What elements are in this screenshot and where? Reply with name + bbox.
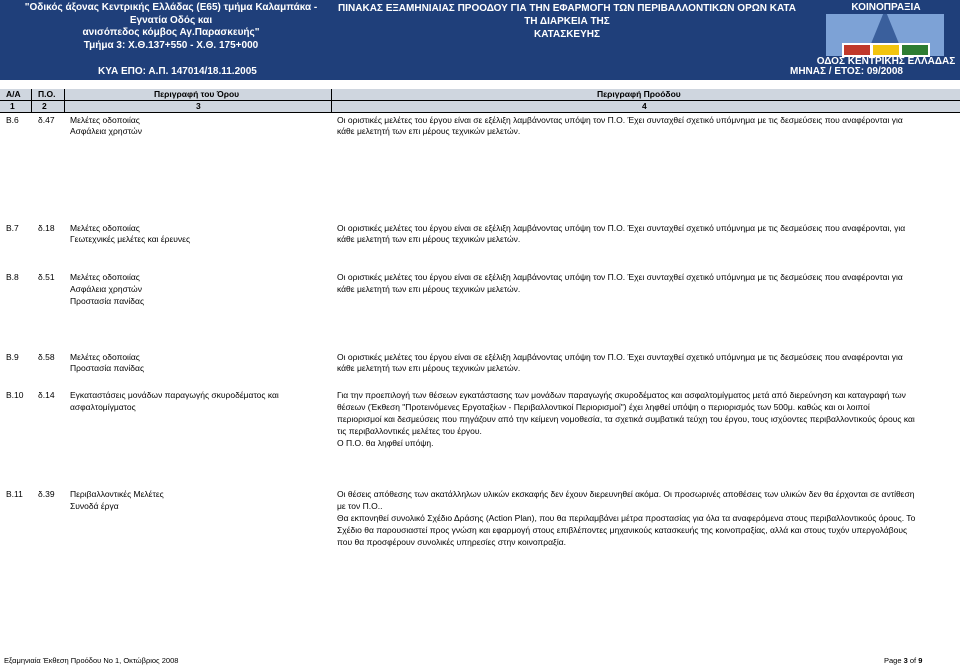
report-title	[336, 2, 798, 41]
row-progress-line: Οι οριστικές μελέτες του έργου είναι σε εξέλιξη λαμβάνοντας υπόψη τον Π.Ο. Έχει συνταχθεί σχετικό υπόμνημα με τις δεσμεύσεις που αναφέρονται, για	[337, 223, 906, 233]
row-term-line: Μελέτες οδοποιίας	[70, 272, 140, 282]
row-progress-line: τις περιβαλλοντικές μελέτες του έργου.	[337, 426, 482, 436]
col-divider-1	[31, 89, 32, 112]
page-total: 9	[918, 656, 923, 665]
report-title-line-1: ΠΙΝΑΚΑΣ ΕΞΑΜΗΝΙΑΙΑΣ ΠΡΟΟΔΟΥ ΓΙΑ ΤΗΝ ΕΦΑΡΜΟΓΗ ΤΩΝ ΠΕΡΙΒΑΛΛΟΝΤΙΚΩΝ ΟΡΩΝ ΚΑΤΑ ΤΗ ΔΙΑΡΚΕΙΑ ΤΗΣ	[338, 3, 796, 27]
sponsor-logo-yellow	[873, 45, 899, 55]
row-term-line: Μελέτες οδοποιίας	[70, 223, 140, 233]
col-divider-3	[331, 89, 332, 112]
row-progress-line: Σχέδιο θα παρουσιαστεί προς γνώση και εφαρμογή στους επιβλέποντες μηχανικούς κατασκευής της κοινοπραξίας, αλλά και στους τυχόν υπεργολάβους	[337, 525, 908, 535]
header-term: Περιγραφή του Όρου	[154, 89, 240, 99]
row-term-line: Γεωτεχνικές μελέτες και έρευνες	[70, 234, 191, 244]
row-progress-line: Οι οριστικές μελέτες του έργου είναι σε εξέλιξη λαμβάνοντας υπόψη τον Π.Ο. Έχει συνταχθεί σχετικό υπόμνημα με τις δεσμεύσεις που αναφέρονται για	[337, 352, 903, 362]
header-bottom-line	[0, 112, 960, 113]
project-title-line-2: ανισόπεδος κόμβος Αγ.Παρασκευής"	[82, 27, 260, 38]
row-term-line: Περιβαλλοντικές Μελέτες	[70, 489, 164, 499]
col-divider-2	[64, 89, 65, 112]
header-aa: Α/Α	[6, 89, 21, 99]
table-number-row	[0, 101, 960, 112]
col-number-3: 3	[196, 101, 201, 111]
header-divider	[0, 100, 960, 101]
row-progress-line: Ο Π.Ο. θα ληφθεί υπόψη.	[337, 438, 434, 448]
sponsor-logos	[842, 43, 930, 57]
row-progress-line: περιορισμοί και δεσμεύσεις που πηγάζουν από την κείμενη νομοθεσία, τα σχετικά συμβατικά τεύχη του έργου, τους ισχύοντες περιβαλλοντικούς όρους και	[337, 414, 915, 424]
row-aa: Β.11	[6, 489, 23, 499]
row-progress-line: κάθε μελετητή των επι μέρους τεχνικών μελετών.	[337, 126, 521, 136]
row-progress-line: κάθε μελετητή των επι μέρους τεχνικών μελετών.	[337, 363, 521, 373]
header-progress: Περιγραφή Προόδου	[597, 89, 681, 99]
row-progress-line: Για την προεπιλογή των θέσεων εγκατάστασης των μονάδων παραγωγής σκυροδέματος και ασφαλτομίγματος μετά από διερεύνηση και καταγραφή των	[337, 390, 906, 400]
project-title-line-3: Τμήμα 3: Χ.Θ.137+550 - Χ.Θ. 175+000	[83, 39, 259, 51]
row-po: δ.58	[38, 352, 55, 362]
row-progress-line: Οι θέσεις απόθεσης των ακατάλληλων υλικών εκσκαφής δεν έχουν διερευνηθεί ακόμα. Οι προσωρινές αποθέσεις των υλικών δεν θα έρχονται σε αντίθεση	[337, 489, 915, 499]
col-number-2: 2	[42, 101, 47, 111]
row-aa: Β.10	[6, 390, 24, 400]
logo-odos: ΟΔΟΣ ΚΕΝΤΡΙΚΗΣ ΕΛΛΑΔΑΣ	[816, 56, 956, 67]
document-header	[0, 0, 960, 80]
row-progress-line: Θα εκπονηθεί συνολικό Σχέδιο Δράσης (Action Plan), που θα περιλαμβάνει μέτρα προστασίας για όλα τα αναφερόμενα στους περιβαλλοντικούς όρους. Το	[337, 513, 916, 523]
row-po: δ.47	[38, 115, 55, 125]
row-progress-line: κάθε μελετητή των επι μέρους τεχνικών μελετών.	[337, 234, 521, 244]
page-current: 3	[903, 656, 908, 665]
project-title-line-1: "Οδικός άξονας Κεντρικής Ελλάδας (Ε65) τμήμα Καλαμπάκα - Εγνατία Οδός και	[24, 2, 318, 26]
page-prefix: Page	[884, 656, 904, 665]
row-term-line: Ασφάλεια χρηστών	[70, 284, 142, 294]
row-aa: Β.9	[6, 352, 19, 362]
row-term-line: Προστασία πανίδας	[70, 363, 145, 373]
row-term-line: Εγκαταστάσεις μονάδων παραγωγής σκυροδέματος και	[70, 390, 279, 400]
footer-title: Εξαμηνιαία Έκθεση Προόδου Νο 1, Οκτώβριος 2008	[4, 656, 179, 665]
row-po: δ.39	[38, 489, 55, 499]
row-po: δ.18	[38, 223, 55, 233]
row-po: δ.14	[38, 390, 55, 400]
row-progress-line: που θα προσφέρουν συνολικές υπηρεσίες στην κοινοπραξία.	[337, 537, 567, 547]
row-aa: Β.8	[6, 272, 19, 282]
month-year: ΜΗΝΑΣ / ΕΤΟΣ: 09/2008	[790, 66, 903, 77]
row-term-line: ασφαλτομίγματος	[70, 402, 136, 412]
row-term-line: Ασφάλεια χρηστών	[70, 126, 142, 136]
col-number-4: 4	[642, 101, 647, 111]
sponsor-logo-red	[844, 45, 870, 55]
logo-title: ΚΟΙΝΟΠΡΑΞΙΑ	[851, 2, 921, 13]
page-number	[884, 656, 922, 665]
row-term-line: Προστασία πανίδας	[70, 296, 145, 306]
row-term-line: Μελέτες οδοποιίας	[70, 115, 140, 125]
row-aa: Β.7	[6, 223, 19, 233]
project-title	[6, 2, 336, 52]
row-progress-line: Οι οριστικές μελέτες του έργου είναι σε εξέλιξη λαμβάνοντας υπόψη τον Π.Ο. Έχει συνταχθεί σχετικό υπόμνημα με τις δεσμεύσεις που αναφέρονται για	[337, 115, 903, 125]
row-aa: Β.6	[6, 115, 19, 125]
page-of: of	[907, 656, 919, 665]
report-title-line-2: ΚΑΤΑΣΚΕΥΗΣ	[534, 29, 600, 40]
row-term-line: Μελέτες οδοποιίας	[70, 352, 140, 362]
row-progress-line: με τον Π.Ο..	[337, 501, 383, 511]
table-header-row	[0, 89, 960, 100]
col-number-1: 1	[10, 101, 15, 111]
row-progress-line: θέσεων (Έκθεση "Προτεινόμενες Εργοταξίων - Περιβαλλοντικοί Περιορισμοί") έχει ληφθεί υπόψη ο περιορισμός των 500μ. καθώς και οι λοιποί	[337, 402, 870, 412]
kya-reference: ΚΥΑ ΕΠΟ: Α.Π. 147014/18.11.2005	[98, 66, 257, 77]
header-po: Π.Ο.	[38, 89, 56, 99]
sponsor-logo-green	[902, 45, 928, 55]
row-term-line: Συνοδά έργα	[70, 501, 119, 511]
row-progress-line: Οι οριστικές μελέτες του έργου είναι σε εξέλιξη λαμβάνοντας υπόψη τον Π.Ο. Έχει συνταχθεί σχετικό υπόμνημα με τις δεσμεύσεις που αναφέρονται για	[337, 272, 903, 282]
row-po: δ.51	[38, 272, 55, 282]
row-progress-line: κάθε μελετητή των επι μέρους τεχνικών μελετών.	[337, 284, 521, 294]
